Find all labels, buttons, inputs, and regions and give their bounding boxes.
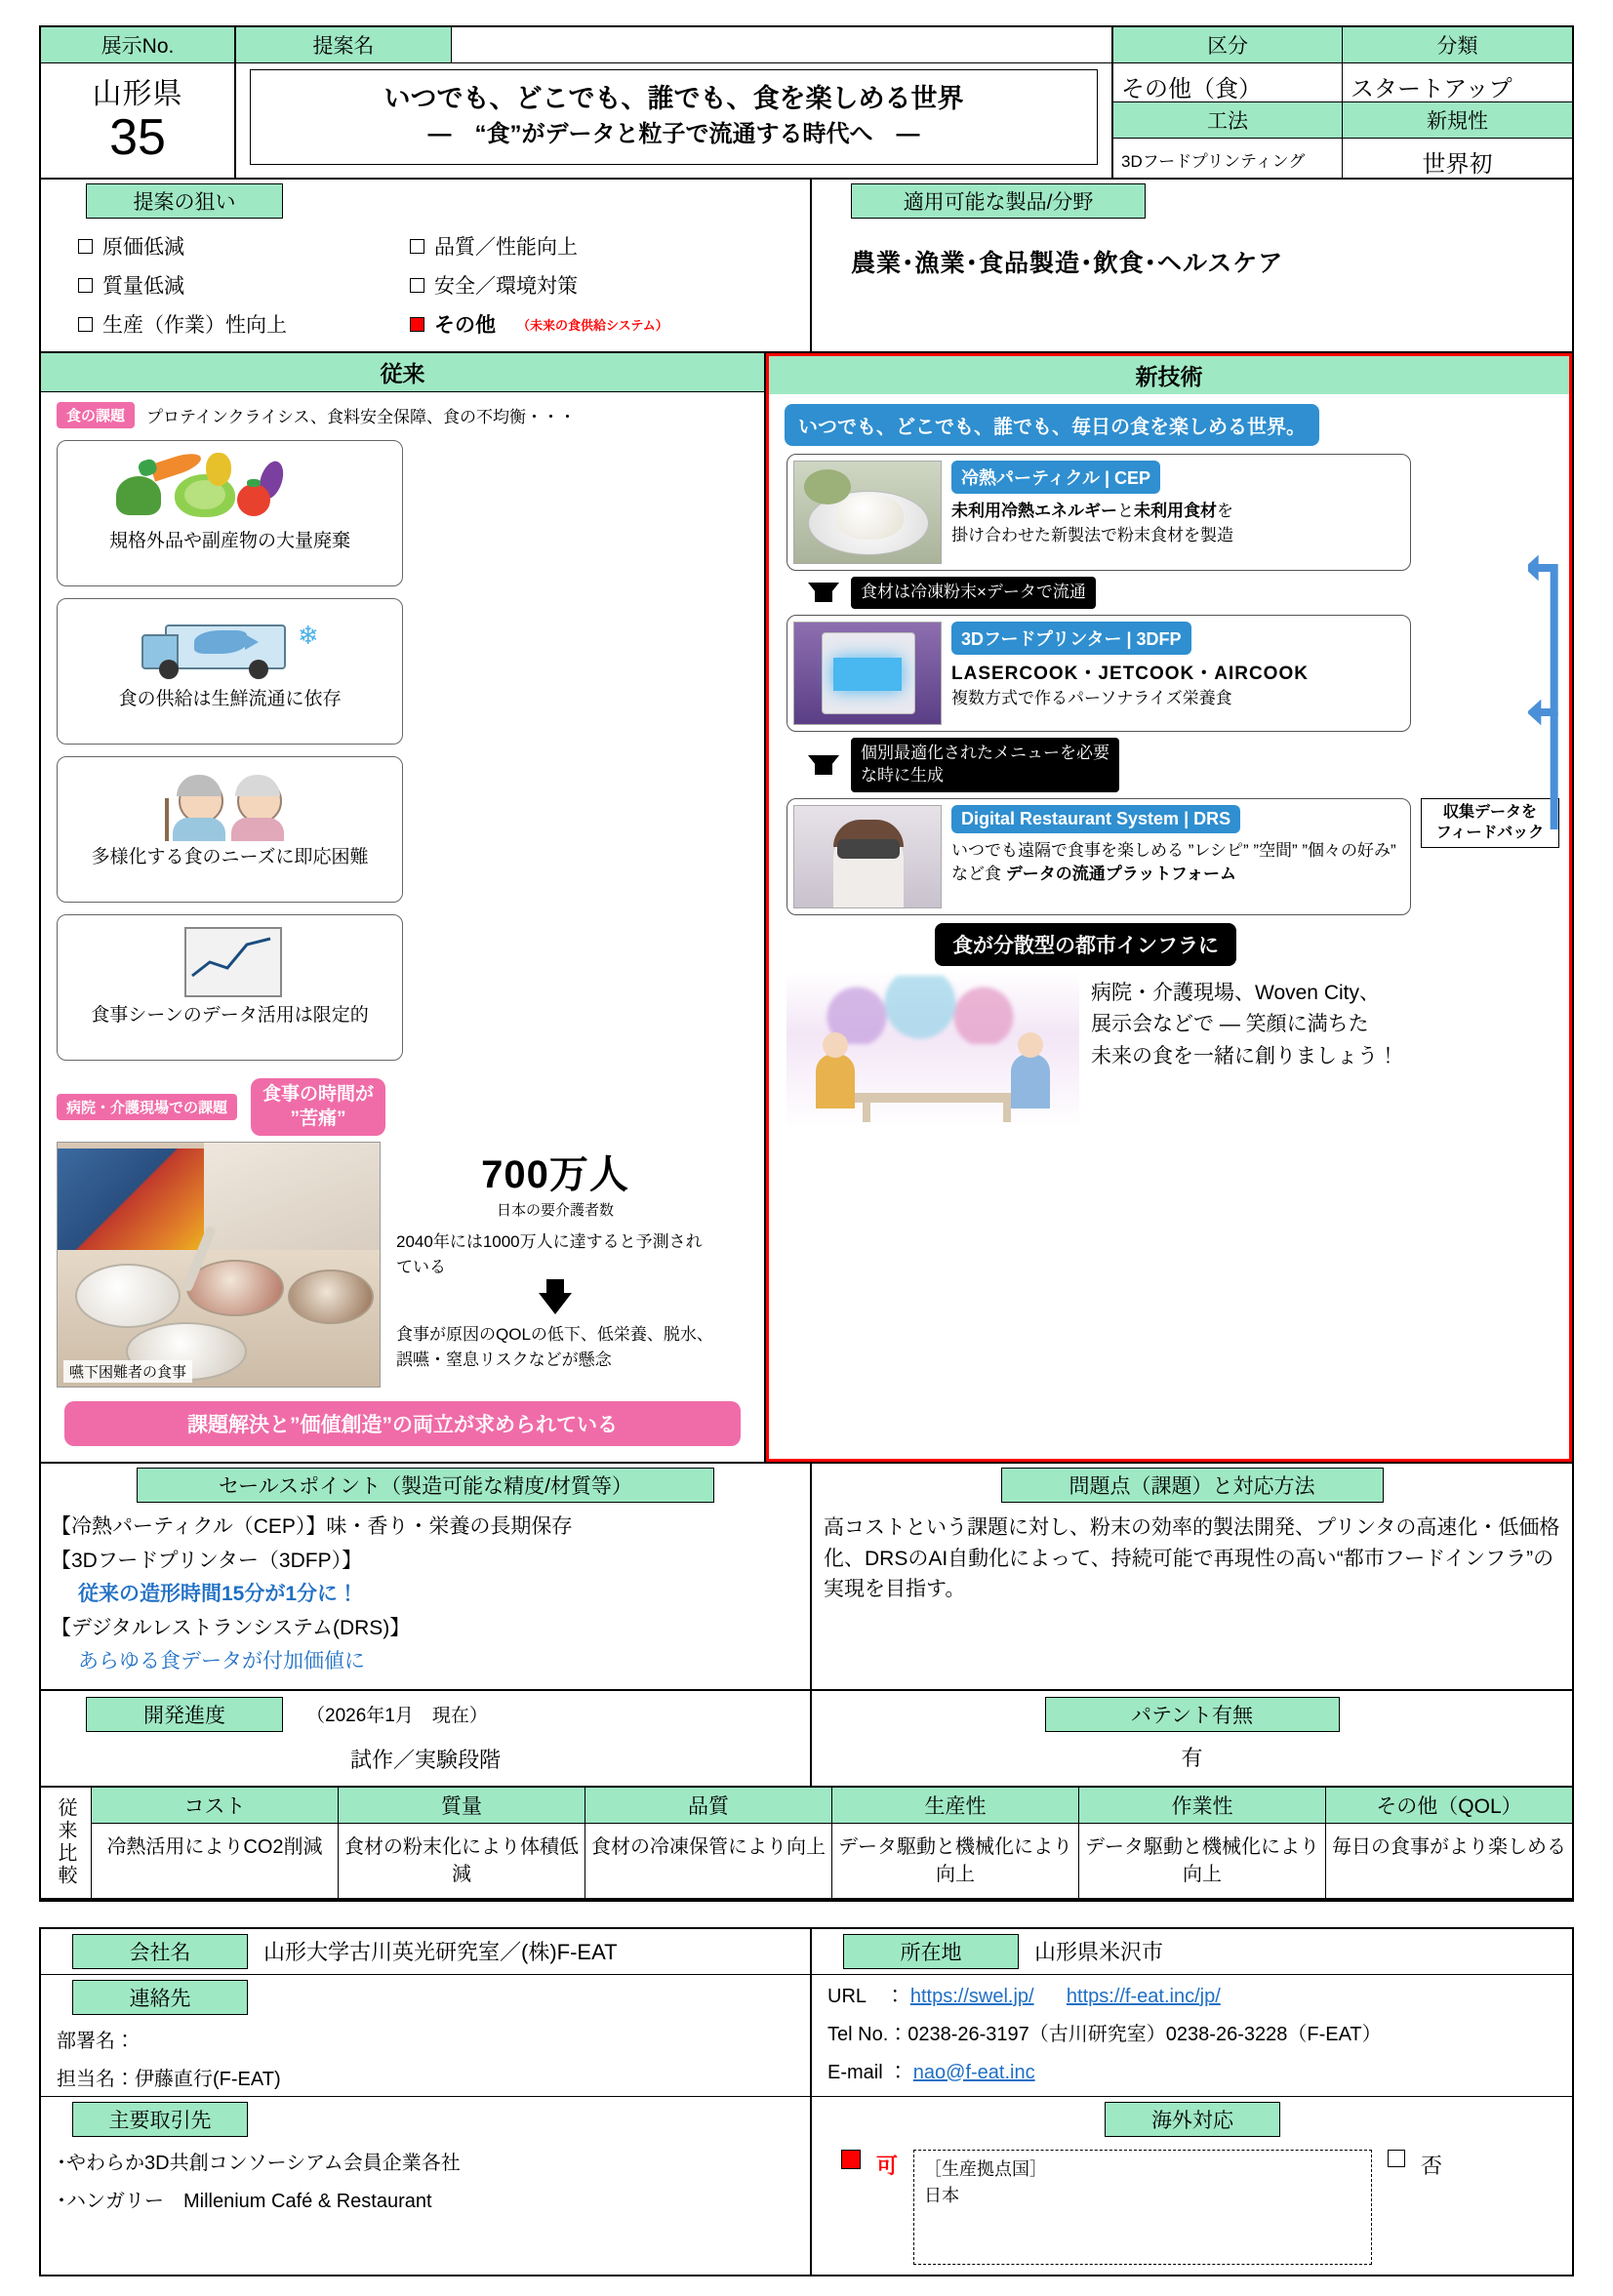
compare-col-mass xyxy=(339,1788,585,1898)
issue-card-caption: 食の供給は生鮮流通に依存 xyxy=(118,689,342,709)
progress-patent-section xyxy=(41,1691,1572,1788)
method-value: 3Dフードプリンティング xyxy=(1121,152,1306,171)
cep-line1b: と xyxy=(1117,502,1134,520)
aim-checkbox-productivity[interactable] xyxy=(70,304,402,343)
tech-card-row xyxy=(769,798,1569,915)
person-in-charge-line: 担当名：伊藤直行(F-EAT) xyxy=(57,2068,281,2090)
proposal-block xyxy=(236,27,1113,178)
comparison-section xyxy=(41,353,1572,1464)
aim-label-productivity: 生産（作業）性向上 xyxy=(102,314,287,337)
salespoint-block xyxy=(41,1464,812,1688)
city-infra-banner: 食が分散型の都市インフラに xyxy=(935,923,1236,966)
comparison-vertical-label: 従来比較 xyxy=(55,1797,76,1888)
callout2-line2: な時に生成 xyxy=(861,765,944,785)
department-line: 部署名： xyxy=(57,2030,135,2052)
pain-bubble-line2: ”苦痛” xyxy=(290,1108,346,1129)
company-clients-row xyxy=(41,2097,1572,2275)
compare-header-other: その他（QOL） xyxy=(1326,1788,1572,1824)
flow-step-1 xyxy=(769,571,1569,615)
url-link-2[interactable]: https://f-eat.inc/jp/ xyxy=(1066,1985,1221,2007)
vegetables-icon xyxy=(58,449,402,525)
old-column-header: 従来 xyxy=(41,353,764,392)
novelty-value: 世界初 xyxy=(1422,151,1493,178)
issue-card xyxy=(57,440,403,586)
tech-card-title: 3Dフードプリンター | 3DFP xyxy=(951,622,1191,655)
compare-header-workability: 作業性 xyxy=(1079,1788,1325,1824)
contact-label: 連絡先 xyxy=(72,1980,248,2015)
production-base-value: 日本 xyxy=(924,2185,960,2205)
salespoint-label: セールスポイント（製造可能な精度/材質等） xyxy=(137,1468,714,1503)
callout-distribution: 食材は冷凍粉末×データで流通 xyxy=(851,577,1096,609)
compare-col-productivity xyxy=(832,1788,1079,1898)
progress-block xyxy=(41,1691,812,1786)
down-arrow-icon xyxy=(808,755,839,775)
compare-value-workability: データ駆動と機械化により向上 xyxy=(1085,1835,1319,1885)
exhibit-number: 35 xyxy=(109,109,166,166)
tech-card-text xyxy=(951,839,1404,887)
aim-checkbox-quality[interactable] xyxy=(402,226,734,265)
printer-desc: 複数方式で作るパーソナライズ栄養食 xyxy=(951,689,1232,708)
aim-other-note: （未来の食供給システム） xyxy=(517,317,668,333)
company-address-value: 山形県米沢市 xyxy=(1034,1940,1164,1965)
checkbox-icon[interactable] xyxy=(78,278,93,293)
tech-card-text xyxy=(951,661,1404,711)
issue-card xyxy=(57,598,403,745)
tech-card-drs xyxy=(786,798,1411,915)
salespoint-line-5: あらゆる食データが付加価値に xyxy=(78,1650,365,1673)
novelty-label: 新規性 xyxy=(1343,102,1572,139)
powder-food-photo xyxy=(793,461,942,564)
aim-label-safety: 安全／環境対策 xyxy=(434,275,578,298)
checkbox-icon[interactable] xyxy=(78,239,93,254)
aim-section xyxy=(41,180,1572,353)
tech-card-title: 冷熱パーティクル | CEP xyxy=(951,461,1160,494)
overseas-options xyxy=(812,2142,1572,2275)
compare-col-workability xyxy=(1079,1788,1326,1898)
compare-col-cost xyxy=(92,1788,339,1898)
care-forecast-text: 2040年には1000万人に達すると予測されている xyxy=(396,1232,703,1276)
aim-label: 提案の狙い xyxy=(86,183,283,219)
aim-label-quality: 品質／性能向上 xyxy=(434,236,578,259)
city-text-line3: 未来の食を一緒に創りましょう！ xyxy=(1091,1044,1398,1067)
proposal-label: 提案名 xyxy=(236,27,452,63)
drs-line1: いつでも遠隔で食事を楽しめる ”レシピ” ”空間” ”個々の好み” など食 xyxy=(951,840,1396,884)
aim-checkbox-mass[interactable] xyxy=(70,265,402,304)
compare-value-other: 毎日の食事がより楽しめる xyxy=(1332,1835,1566,1858)
food-issue-row xyxy=(41,392,764,436)
contact-right xyxy=(812,1975,1572,2096)
refrigerated-truck-icon: ❄ xyxy=(58,607,402,683)
problem-block xyxy=(812,1464,1572,1688)
issue-card-caption: 食事シーンのデータ活用は限定的 xyxy=(91,1005,369,1026)
city-text-line2: 展示会などで ― 笑顔に満ちた xyxy=(1091,1013,1369,1036)
email-link[interactable]: nao@f-eat.inc xyxy=(912,2061,1035,2083)
food-issue-tag: 食の課題 xyxy=(57,402,135,428)
checkbox-icon[interactable] xyxy=(410,278,424,293)
tel-line: Tel No.：0238-26-3197（古川研究室）0238-26-3228（F-EAT） xyxy=(827,2023,1382,2045)
3d-food-printer-photo xyxy=(793,622,942,725)
down-arrow-icon xyxy=(808,583,839,602)
future-vision-text xyxy=(1091,972,1398,1073)
salespoint-line-4: 【デジタルレストランシステム(DRS)】 xyxy=(51,1616,411,1639)
care-population-number: 700万人 xyxy=(481,1153,629,1197)
flow-step-2 xyxy=(769,732,1569,798)
classification-value: スタートアップ xyxy=(1343,63,1572,102)
new-column-header: 新技術 xyxy=(769,356,1569,394)
feedback-loop-arrow-icon xyxy=(1528,473,1567,932)
aim-column-left xyxy=(70,226,402,343)
hospital-issue-row xyxy=(41,1068,764,1142)
compare-header-cost: コスト xyxy=(92,1788,338,1824)
aim-column-right xyxy=(402,226,734,343)
company-block xyxy=(39,1927,1574,2276)
proposal-title xyxy=(250,69,1098,165)
compare-value-quality: 食材の冷凍保管により向上 xyxy=(591,1835,826,1858)
line-chart-icon xyxy=(58,923,402,999)
url-link-1[interactable]: https://swel.jp/ xyxy=(909,1985,1034,2007)
callout2-line1: 個別最適化されたメニューを必要 xyxy=(861,743,1109,762)
company-address-label: 所在地 xyxy=(843,1934,1019,1969)
vr-dining-photo xyxy=(793,805,942,908)
overseas-label: 海外対応 xyxy=(1105,2102,1280,2137)
classification-label: 分類 xyxy=(1343,27,1572,63)
applicable-section xyxy=(812,180,1572,351)
clients-cell xyxy=(41,2097,812,2275)
compare-header-productivity: 生産性 xyxy=(832,1788,1078,1824)
pain-bubble xyxy=(251,1078,385,1136)
old-conclusion-banner: 課題解決と”価値創造”の両立が求められている xyxy=(64,1401,741,1446)
email-line xyxy=(812,2051,1572,2089)
issue-card xyxy=(57,756,403,903)
aim-label-other: その他 xyxy=(434,314,496,337)
company-name-value: 山形大学古川英光研究室／(株)F-EAT xyxy=(263,1940,618,1965)
compare-value-cost: 冷熱活用によりCO2削減 xyxy=(106,1835,323,1858)
category-block xyxy=(1113,27,1572,178)
down-arrow-icon xyxy=(394,1279,716,1314)
tech-card-row xyxy=(769,615,1569,732)
printer-methods: LASERCOOK・JETCOOK・AIRCOOK xyxy=(951,663,1309,684)
tech-card-title: Digital Restaurant System | DRS xyxy=(951,805,1240,833)
prefecture-name: 山形県 xyxy=(92,78,183,110)
problem-body: 高コストという課題に対し、粉末の効率的製法開発、プリンタの高速化・低価格化、DRSのAI自動化によって、持続可能で再現性の高い“都市フードインフラ”の実現を目指す。 xyxy=(824,1516,1560,1601)
overseas-yes-checkbox-icon[interactable] xyxy=(841,2150,861,2169)
salespoint-line-3: 従来の造形時間15分が1分に！ xyxy=(78,1583,359,1606)
production-base-title: ［生産拠点国］ xyxy=(924,2158,1048,2179)
sheet-header xyxy=(41,27,1572,180)
care-risk-text: 食事が原因のQOLの低下、低栄養、脱水、誤嚥・窒息リスクなどが懸念 xyxy=(396,1325,713,1369)
salespoint-line-2: 【3Dフードプリンター（3DFP）】 xyxy=(51,1549,363,1572)
care-statistics xyxy=(394,1142,716,1388)
elderly-couple-icon xyxy=(58,765,402,841)
proposal-title-line1: いつでも、どこでも、誰でも、食を楽しめる世界 xyxy=(383,84,964,113)
callout-personalized-menu xyxy=(851,738,1119,792)
cep-line1c: 未利用食材 xyxy=(1134,502,1217,520)
patent-value: 有 xyxy=(1181,1745,1203,1770)
proposal-label-filler xyxy=(452,27,1111,63)
food-issue-text: プロテインクライシス、食料安全保障、食の不均衡・・・ xyxy=(146,408,576,426)
old-issue-cards xyxy=(41,436,764,1068)
company-name-label: 会社名 xyxy=(72,1934,248,1969)
compare-header-mass: 質量 xyxy=(339,1788,585,1824)
overseas-yes-label: 可 xyxy=(876,2153,899,2178)
contact-left xyxy=(41,1975,812,2096)
new-vision-banner: いつでも、どこでも、誰でも、毎日の食を楽しめる世界。 xyxy=(785,404,1319,446)
method-label: 工法 xyxy=(1113,102,1342,139)
patent-label: パテント有無 xyxy=(1045,1697,1340,1732)
company-name-row xyxy=(41,1929,1572,1975)
checkbox-icon[interactable] xyxy=(78,317,93,332)
aim-checkbox-safety[interactable] xyxy=(402,265,734,304)
url-label: URL ： xyxy=(827,1985,906,2007)
comparison-vertical-header xyxy=(41,1788,92,1898)
aim-checkbox-cost[interactable] xyxy=(70,226,402,265)
feedback-line2: フィードバック xyxy=(1435,824,1545,841)
tech-card-3dfp xyxy=(786,615,1411,732)
section-gap xyxy=(39,1902,1574,1927)
new-technology-column xyxy=(766,353,1572,1462)
pain-bubble-line1: 食事の時間が xyxy=(262,1084,375,1105)
hospital-issue-tag: 病院・介護現場での課題 xyxy=(57,1094,237,1120)
feedback-line1: 収集データを xyxy=(1442,803,1537,821)
issue-card-caption: 多様化する食のニーズに即応困難 xyxy=(91,847,369,867)
cep-line2: 掛け合わせた新製法で粉末食材を製造 xyxy=(951,525,1233,544)
url-line xyxy=(812,1975,1572,2013)
photo-caption: 嚥下困難者の食事 xyxy=(63,1360,192,1383)
main-sheet xyxy=(39,25,1574,1902)
tech-card-cep xyxy=(786,454,1411,571)
cep-line1a: 未利用冷熱エネルギー xyxy=(951,502,1117,520)
future-vision-row xyxy=(769,972,1569,1140)
salespoint-problem-section xyxy=(41,1464,1572,1690)
care-population-sub: 日本の要介護者数 xyxy=(496,1202,614,1220)
aim-label-mass: 質量低減 xyxy=(102,275,184,298)
company-contact-row xyxy=(41,1975,1572,2097)
category-value: その他（食） xyxy=(1113,63,1342,102)
clients-label: 主要取引先 xyxy=(72,2102,248,2137)
future-dining-illustration xyxy=(786,972,1079,1128)
compare-col-other xyxy=(1326,1788,1572,1898)
overseas-cell xyxy=(812,2097,1572,2275)
category-label: 区分 xyxy=(1113,27,1342,63)
city-text-line1: 病院・介護現場、Woven City、 xyxy=(1091,981,1380,1004)
comparison-table xyxy=(41,1788,1572,1900)
drs-line2: データの流通プラットフォーム xyxy=(1005,865,1237,884)
aim-label-cost: 原価低減 xyxy=(102,236,184,259)
company-address-cell xyxy=(812,1929,1572,1974)
email-label: E-mail ： xyxy=(827,2061,908,2083)
applicable-value: 農業･漁業･食品製造･飲食･ヘルスケア xyxy=(851,250,1284,277)
client-item: ･やわらか3D共創コンソーシアム会員企業各社 xyxy=(57,2152,461,2174)
proposal-title-line2: — “食”がデータと粒子で流通する時代へ — xyxy=(427,121,920,148)
progress-date: （2026年1月 現在） xyxy=(306,1706,488,1727)
cep-line1d: を xyxy=(1217,502,1233,520)
salespoint-line-1: 【冷熱パーティクル（CEP）】味・香り・栄養の長期保存 xyxy=(51,1515,573,1539)
hospital-block xyxy=(41,1142,764,1388)
old-technology-column xyxy=(41,353,766,1462)
production-base-box xyxy=(913,2150,1372,2265)
problem-label: 問題点（課題）と対応方法 xyxy=(1001,1468,1384,1503)
overseas-no-checkbox-icon[interactable] xyxy=(1388,2150,1405,2167)
compare-value-mass: 食材の粉末化により体積低減 xyxy=(344,1835,579,1885)
issue-card xyxy=(57,914,403,1061)
aim-left xyxy=(41,180,812,351)
exhibit-no-label: 展示No. xyxy=(41,27,234,63)
client-item: ･ハンガリー Millenium Café & Restaurant xyxy=(57,2190,432,2212)
exhibit-block xyxy=(41,27,236,178)
compare-col-quality xyxy=(585,1788,832,1898)
compare-value-productivity: データ駆動と機械化により向上 xyxy=(838,1835,1072,1885)
applicable-label: 適用可能な製品/分野 xyxy=(851,183,1146,219)
progress-value: 試作／実験段階 xyxy=(349,1747,501,1772)
dysphagia-meal-photo xyxy=(57,1142,381,1388)
aim-checkbox-other[interactable] xyxy=(402,304,734,343)
overseas-no-label: 否 xyxy=(1421,2153,1443,2178)
company-name-cell xyxy=(41,1929,812,1974)
patent-block xyxy=(812,1691,1572,1786)
tech-card-text xyxy=(951,500,1404,547)
issue-card-caption: 規格外品や副産物の大量廃棄 xyxy=(108,531,350,551)
compare-header-quality: 品質 xyxy=(585,1788,831,1824)
checkbox-checked-icon[interactable] xyxy=(410,317,424,332)
progress-label: 開発進度 xyxy=(86,1697,283,1732)
tech-card-row xyxy=(769,454,1569,571)
checkbox-icon[interactable] xyxy=(410,239,424,254)
